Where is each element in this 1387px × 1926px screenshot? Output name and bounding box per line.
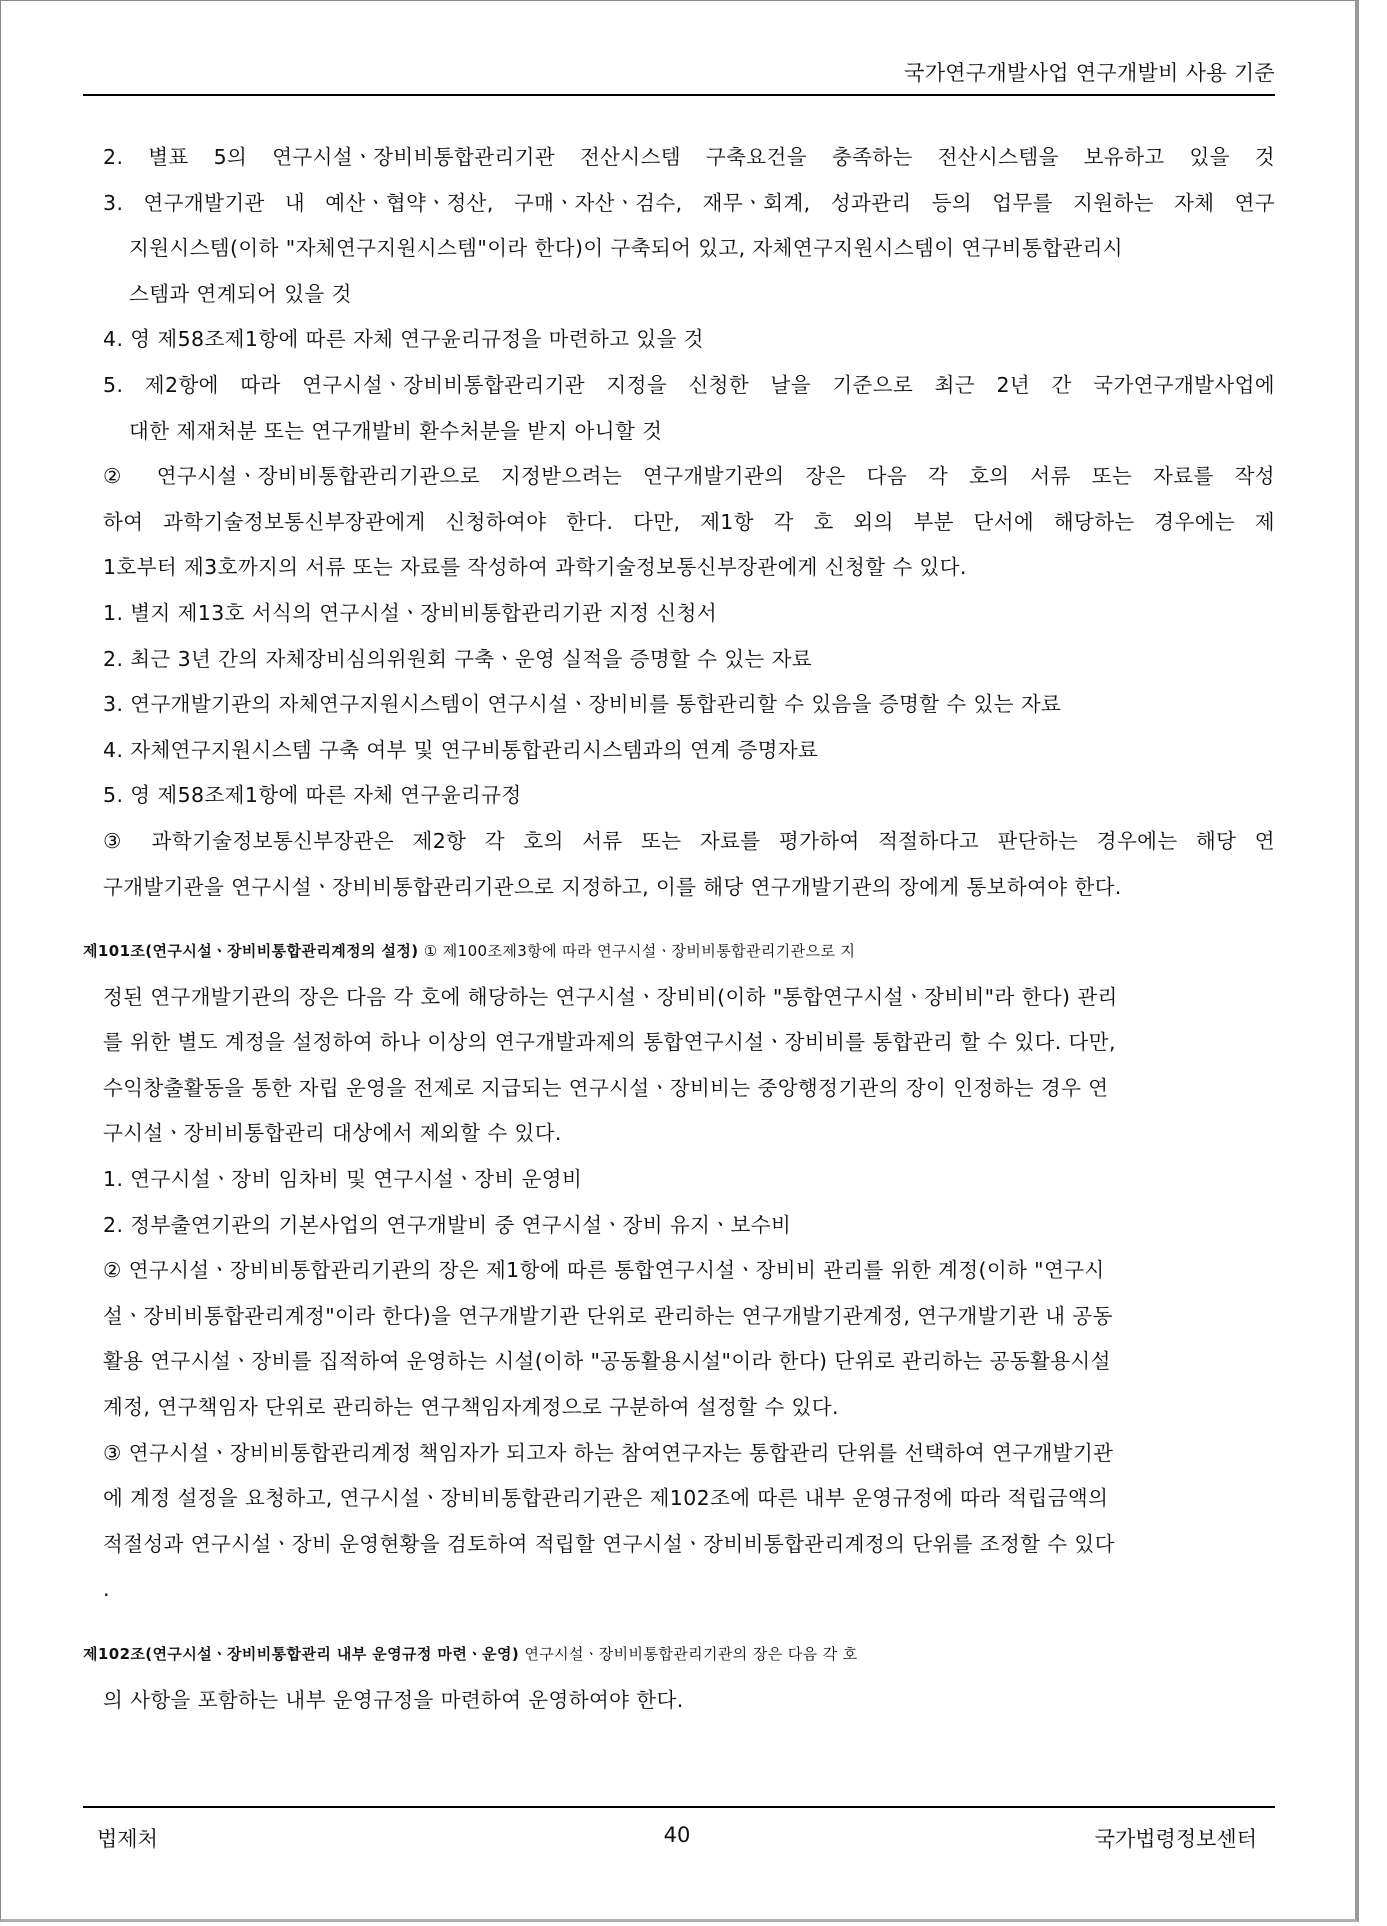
paragraph-line: 하여 과학기술정보통신부장관에게 신청하여야 한다. 다만, 제1항 각 호 외의 부분 단서에 해당하는 경우에는 제 [103, 509, 1275, 534]
section-gap [103, 910, 1275, 929]
paragraph-line: 에 계정 설정을 요청하고, 연구시설ㆍ장비비통합관리기관은 제102조에 따른 내부 운영규정에 따라 적립금액의 [103, 1486, 1109, 1511]
paragraph-line: 2. 별표 5의 연구시설ㆍ장비비통합관리기관 전산시스템 구축요건을 충족하는 전산시스템을 보유하고 있을 것 [103, 145, 1275, 169]
paragraph-line: 스템과 연계되어 있을 것 [129, 281, 352, 306]
article-101-first-line [83, 929, 1275, 975]
paragraph-line: ② 연구시설ㆍ장비비통합관리기관으로 지정받으려는 연구개발기관의 장은 다음 각 호의 서류 또는 자료를 작성 [103, 464, 1275, 489]
page-header-title: 국가연구개발사업 연구개발비 사용 기준 [904, 61, 1275, 85]
paragraph-line: 1. 별지 제13호 서식의 연구시설ㆍ장비비통합관리기관 지정 신청서 [103, 600, 718, 625]
paragraph-line: 4. 자체연구지원시스템 구축 여부 및 연구비통합관리시스템과의 연계 증명자료 [103, 737, 819, 762]
footer-divider [83, 1806, 1275, 1808]
paragraph-line: 정된 연구개발기관의 장은 다음 각 호에 해당하는 연구시설ㆍ장비비(이하 "통합연구시설ㆍ장비비"라 한다) 관리 [103, 984, 1118, 1009]
section-gap [103, 1613, 1275, 1632]
paragraph-line: 활용 연구시설ㆍ장비를 집적하여 운영하는 시설(이하 "공동활용시설"이라 한다) 단위로 관리하는 공동활용시설 [103, 1349, 1111, 1374]
paragraph-line: 3. 연구개발기관 내 예산ㆍ협약ㆍ정산, 구매ㆍ자산ㆍ검수, 재무ㆍ회계, 성과관리 등의 업무를 지원하는 자체 연구 [103, 190, 1275, 215]
paragraph-line: 1호부터 제3호까지의 서류 또는 자료를 작성하여 과학기술정보통신부장관에게 신청할 수 있다. [103, 555, 967, 580]
paragraph-line: 2. 최근 3년 간의 자체장비심의위원회 구축ㆍ운영 실적을 증명할 수 있는 자료 [103, 646, 813, 671]
paragraph-line: . [103, 1577, 110, 1602]
article-101-title: 제101조(연구시설ㆍ장비비통합관리계정의 설정) [83, 942, 419, 961]
paragraph-line: 3. 연구개발기관의 자체연구지원시스템이 연구시설ㆍ장비비를 통합관리할 수 있음을 증명할 수 있는 자료 [103, 692, 1062, 717]
paragraph-line: 구개발기관을 연구시설ㆍ장비비통합관리기관으로 지정하고, 이를 해당 연구개발기관의 장에게 통보하여야 한다. [103, 874, 1122, 899]
paragraph-line: 적절성과 연구시설ㆍ장비 운영현황을 검토하여 적립할 연구시설ㆍ장비비통합관리계정의 단위를 조정할 수 있다 [103, 1531, 1115, 1556]
paragraph-line: ③ 연구시설ㆍ장비비통합관리계정 책임자가 되고자 하는 참여연구자는 통합관리 단위를 선택하여 연구개발기관 [103, 1440, 1114, 1465]
paragraph-line: 지원시스템(이하 "자체연구지원시스템"이라 한다)이 구축되어 있고, 자체연구지원시스템이 연구비통합관리시 [129, 236, 1124, 261]
footer-source: 국가법령정보센터 [1094, 1827, 1257, 1851]
page-number: 40 [663, 1823, 691, 1847]
paragraph-line: 구시설ㆍ장비비통합관리 대상에서 제외할 수 있다. [103, 1121, 562, 1146]
article-102-text: 연구시설ㆍ장비비통합관리기관의 장은 다음 각 호 [519, 1645, 858, 1663]
paragraph-line: ② 연구시설ㆍ장비비통합관리기관의 장은 제1항에 따른 통합연구시설ㆍ장비비 관리를 위한 계정(이하 "연구시 [103, 1258, 1105, 1283]
article-102-first-line [83, 1632, 1275, 1678]
paragraph-line: 1. 연구시설ㆍ장비 임차비 및 연구시설ㆍ장비 운영비 [103, 1167, 583, 1192]
article-101-text: ① 제100조제3항에 따라 연구시설ㆍ장비비통합관리기관으로 지 [418, 942, 856, 961]
paragraph-line: 수익창출활동을 통한 자립 운영을 전제로 지급되는 연구시설ㆍ장비비는 중앙행정기관의 장이 인정하는 경우 연 [103, 1075, 1109, 1100]
paragraph-line: ③ 과학기술정보통신부장관은 제2항 각 호의 서류 또는 자료를 평가하여 적절하다고 판단하는 경우에는 해당 연 [103, 828, 1275, 853]
paragraph-line: 의 사항을 포함하는 내부 운영규정을 마련하여 운영하여야 한다. [103, 1687, 684, 1712]
article-102-title: 제102조(연구시설ㆍ장비비통합관리 내부 운영규정 마련ㆍ운영) [83, 1645, 520, 1663]
paragraph-line: 5. 영 제58조제1항에 따른 자체 연구윤리규정 [103, 783, 522, 808]
footer-publisher: 법제처 [97, 1827, 158, 1851]
paragraph-line: 대한 제재처분 또는 연구개발비 환수처분을 받지 아니할 것 [129, 418, 663, 443]
paragraph-line: 계정, 연구책임자 단위로 관리하는 연구책임자계정으로 구분하여 설정할 수 있다. [103, 1395, 839, 1420]
header-divider [83, 94, 1275, 96]
paragraph-line: 설ㆍ장비비통합관리계정"이라 한다)을 연구개발기관 단위로 관리하는 연구개발기관계정, 연구개발기관 내 공동 [103, 1303, 1113, 1328]
document-body [83, 135, 1275, 1723]
paragraph-line: 4. 영 제58조제1항에 따른 자체 연구윤리규정을 마련하고 있을 것 [103, 327, 704, 352]
paragraph-line: 2. 정부출연기관의 기본사업의 연구개발비 중 연구시설ㆍ장비 유지ㆍ보수비 [103, 1212, 792, 1237]
paragraph-line: 5. 제2항에 따라 연구시설ㆍ장비비통합관리기관 지정을 신청한 날을 기준으로 최근 2년 간 국가연구개발사업에 [103, 372, 1275, 397]
paragraph-line: 를 위한 별도 계정을 설정하여 하나 이상의 연구개발과제의 통합연구시설ㆍ장비비를 통합관리 할 수 있다. 다만, [103, 1030, 1116, 1055]
